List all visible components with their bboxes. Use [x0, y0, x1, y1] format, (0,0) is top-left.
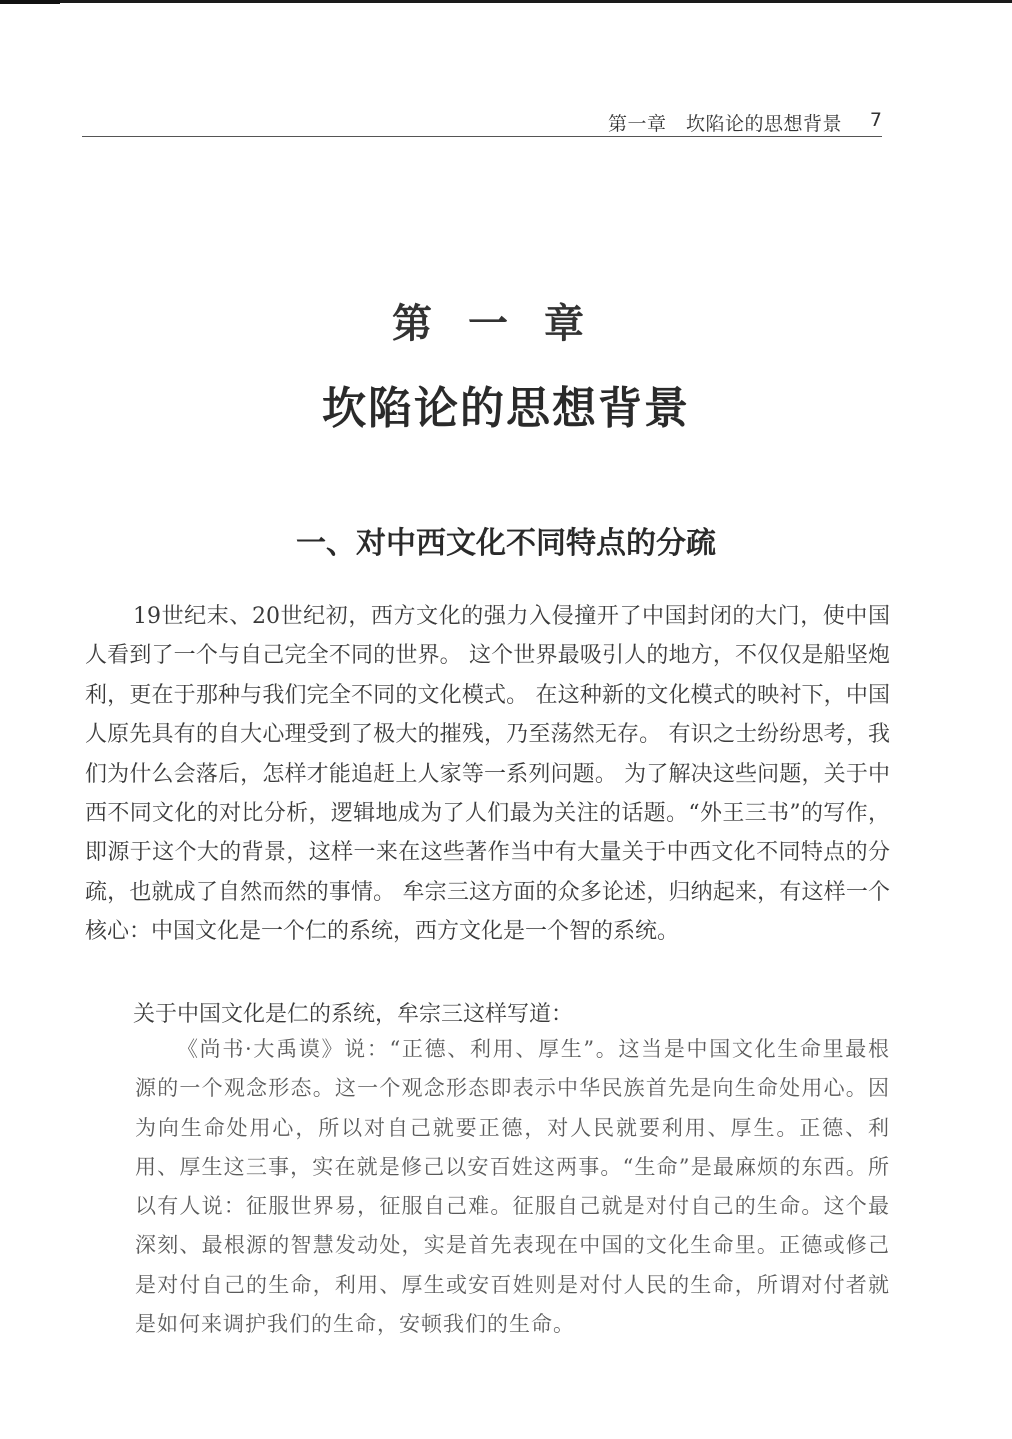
top-scan-border-corner	[0, 0, 60, 4]
section-heading: 一、对中西文化不同特点的分疏	[296, 526, 716, 561]
body-paragraph-2: 关于中国文化是仁的系统，牟宗三这样写道：	[133, 1002, 574, 1027]
top-scan-border	[0, 0, 1012, 3]
body-paragraph-1: 19世纪末、20世纪初，西方文化的强力入侵撞开了中国封闭的大门，使中国人看到了一个与自己完全不同的世界。 这个世界最吸引人的地方，不仅仅是船坚炮利，更在于那种与我们完全不同的文化模式。 在这种新的文化模式的映衬下，中国人原先具有的自大心理受到了极大的摧残，乃至荡然无存。 有识之士纷纷思考，我们为什么会落后，怎样才能追赶上人家等一系列问题。 为了解决这些问题，关于中西不同文化的对比分析，逻辑地成为了人们最为关注的话题。“外王三书”的写作，即源于这个大的背景，这样一来在这些著作当中有大量关于中西文化不同特点的分疏，也就成了自然而然的事情。 牟宗三这方面的众多论述，归纳起来，有这样一个核心：中国文化是一个仁的系统，西方文化是一个智的系统。	[85, 604, 890, 945]
block-quote: 《尚书·大禹谟》说：“正德、利用、厚生”。这当是中国文化生命里最根源的一个观念形态。这一个观念形态即表示中华民族首先是向生命处用心。因为向生命处用心，所以对自己就要正德，对人民就要利用、厚生。正德、利用、厚生这三事，实在就是修己以安百姓这两事。“生命”是最麻烦的东西。所以有人说：征服世界易，征服自己难。征服自己就是对付自己的生命。这个最深刻、最根源的智慧发动处，实是首先表现在中国的文化生命里。正德或修己是对付自己的生命，利用、厚生或安百姓则是对付人民的生命，所谓对付者就是如何来调护我们的生命，安顿我们的生命。	[135, 1037, 890, 1337]
running-head	[82, 106, 882, 137]
page-number: 7	[869, 109, 882, 131]
running-head-title: 第一章 坎陷论的思想背景	[607, 113, 842, 135]
chapter-title: 坎陷论的思想背景	[322, 383, 690, 434]
chapter-number: 第一章	[392, 300, 620, 347]
